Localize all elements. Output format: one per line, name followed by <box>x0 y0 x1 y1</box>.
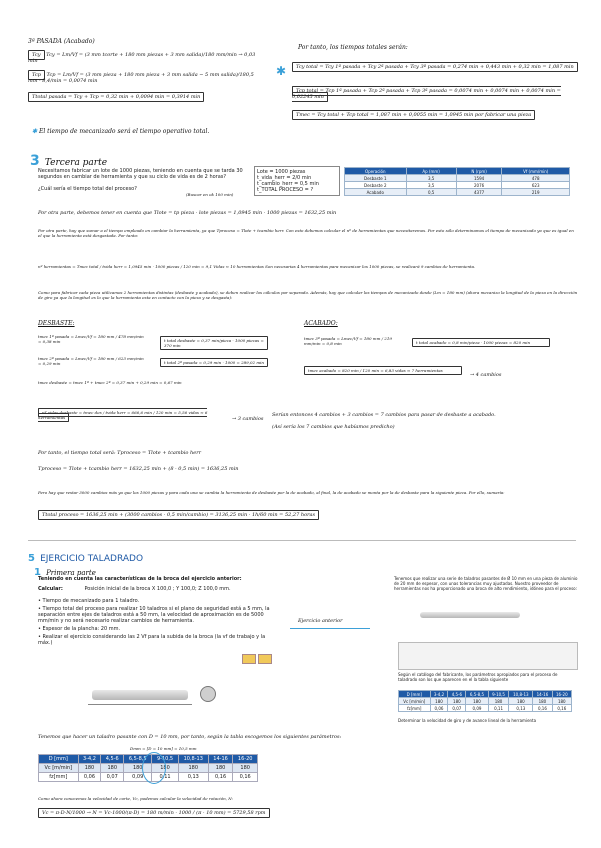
tool-chip-icon <box>258 654 272 664</box>
table-cell: 0,13 <box>178 773 208 782</box>
table-cell: 0,16 <box>533 705 552 712</box>
table-header-cell: 9-10,5 <box>488 691 509 698</box>
table-cell: 180 <box>101 764 124 773</box>
table-cell: 478 <box>502 175 570 182</box>
drill-right-caption: Según el catálogo del fabricante, los parámetros apropiados para el proceso de taladrado son los que aparecen en el la tabla siguiente <box>398 672 558 682</box>
table-cell: 0,09 <box>466 705 488 712</box>
totals-eq3 <box>292 112 582 118</box>
pass3-eq1-text: Tcy = Lm/Vf = (3 mm tcorte + 180 mm piezas + 3 mm salida)/180 mm/min → 0,03 min <box>28 52 256 64</box>
desbaste-eq4-text: nº vidas desbaste = tmec des / tvida herr = 666,6 min / 120 min = 5,56 vidas ≈ 6 herramientas <box>38 410 208 420</box>
table-row <box>345 189 570 196</box>
pass3-eq2-text: Tcp = Lm/Vf = (3 mm pieza + 180 mm pieza + 3 mm salida − 5 mm salida)/180,5 mm · 8,4/min = 0,0074 min <box>28 72 254 84</box>
totals-eq1-text: Tcy total = Tcy 1ª pasada + Tcy 2ª pasada + Tcy 3ª pasada = 0,274 min + 0,443 min + 0,32 min = 1,087 min <box>292 62 578 72</box>
table-cell: 180 <box>152 764 178 773</box>
totals-intro: Por tanto, los tiempos totales serán: <box>298 44 408 51</box>
tool-chip-icon <box>242 654 256 664</box>
table-cell: 0,06 <box>78 773 101 782</box>
drill-calc <box>38 586 278 592</box>
section3-summary2: (Así sería los 7 cambios que habíamos predicho) <box>272 424 395 430</box>
table-cell: 0,5 <box>406 189 456 196</box>
desbaste-eq3: tmec desbaste = tmec 1ª + tmec 2ª = 0,37 min + 0,29 min = 0,67 min <box>38 380 182 385</box>
star-icon: ✱ <box>32 128 38 135</box>
previous-exercise-label: Ejercicio anterior <box>298 618 343 624</box>
table-cell: fz[mm] <box>39 773 79 782</box>
drill-calc-label: Calcular: <box>38 586 63 592</box>
drill-handwritten1: Tenemos que hacer un taladro pasante con D = 10 mm, por tanto, según la tabla escogemos los siguientes parámetros: <box>38 734 342 740</box>
table-cell: 0,16 <box>552 705 571 712</box>
section3-total3-text: Ttotal proceso = 1636,25 min + (3000 cambios · 0,5 min/cambio) = 3136,25 min · 1h/60 min = 52,27 horas <box>38 510 319 520</box>
section3-line1: Por otra parte, debemos tener en cuenta que Tlote = tp pieza · lote piezas = 1,0945 min · 1000 piezas = 1632,25 min <box>38 210 337 216</box>
table-header-cell: 4,5-6 <box>448 691 466 698</box>
table-header-cell: 14-16 <box>208 755 233 764</box>
section-divider <box>28 540 576 541</box>
table-cell: Vc [m/min] <box>39 764 79 773</box>
table-cell: 180 <box>533 698 552 705</box>
drill-bullet: • Tiempo de mecanizado para 1 taladro. <box>38 598 140 604</box>
table-cell: Desbaste 1 <box>345 175 407 182</box>
table-cell: 0,13 <box>509 705 533 712</box>
drill-bullet: • Tiempo total del proceso para realizar 10 taladros si el plano de seguridad está a 5 mm, la separación entre ejes de taladros está a 50 mm, la velocidad de aproximación es de 5000 mm/min y no será necesario realizar cambios de herramienta. <box>38 606 270 624</box>
acabado-eq1: tmec 3ª pasada = Lmec/Vf = 180 mm / 219 mm/min = 0,8 min <box>304 336 392 346</box>
table-header-cell: D [mm] <box>39 755 79 764</box>
section3-total2: Tproceso = Tlote + tcambio herr = 1632,25 min + (8 · 0,5 min) = 1636,25 min <box>38 466 239 472</box>
catalog-table <box>398 690 572 712</box>
drill-bullets <box>38 598 278 646</box>
acabado-label: ACABADO: <box>304 320 338 327</box>
section3-header <box>30 150 107 169</box>
table-cell: 180 <box>509 698 533 705</box>
desbaste-total1: t total desbaste = 0,37 min/pieza · 1000 piezas = 370 min <box>160 336 268 350</box>
highlight-circle <box>142 752 166 784</box>
table-cell: 0,06 <box>430 705 448 712</box>
drill-intro: Teniendo en cuenta las características de la broca del ejercicio anterior: <box>38 576 242 582</box>
table-cell: 180 <box>208 764 233 773</box>
table-header-row <box>399 691 572 698</box>
section3-summary: Serían entonces 4 cambios + 3 cambios = 7 cambios para pasar de desbaste a acabado. <box>272 412 496 418</box>
desbaste-eq1: tmec 1ª pasada = Lmec/Vf = 180 mm / 478 mm/min = 0,38 min <box>38 334 144 344</box>
table-header-cell: 10,8-13 <box>509 691 533 698</box>
drill-bullet: • Realizar el ejercicio considerando las 2 Vf para la subida de la broca (la vf de trabajo y la máx.) <box>38 634 266 646</box>
table-cell: 0,07 <box>101 773 124 782</box>
catalog-image <box>398 642 578 670</box>
table-cell: 0,07 <box>448 705 466 712</box>
table-cell: 0,16 <box>233 773 258 782</box>
table-cell: Vc [m/min] <box>399 698 431 705</box>
table-header-cell: 9-10,5 <box>152 755 178 764</box>
table-header-row <box>345 168 570 175</box>
desbaste-total2: t total 2ª pasada = 0,29 min · 1000 = 289,02 min <box>160 358 268 367</box>
drill-handwritten2b <box>38 810 288 816</box>
table-cell: Desbaste 2 <box>345 182 407 189</box>
table-cell: 180 <box>124 764 152 773</box>
desbaste-eq2: tmec 2ª pasada = Lmec/Vf = 180 mm / 623 mm/min = 0,29 min <box>38 356 144 366</box>
table-header-cell: 3-4,2 <box>78 755 101 764</box>
table-cell: 180 <box>78 764 101 773</box>
drill-calc-text: Posición inicial de la broca X 100,0 ; Y 100,0; Z 100,0 mm. <box>84 586 231 592</box>
table-cell: 180 <box>448 698 466 705</box>
given-total: t_TOTAL PROCESO = ? <box>257 187 314 193</box>
pass3-eq2: Tcp Tcp = Lm/Vf = (3 mm pieza + 180 mm pieza + 3 mm salida − 5 mm salida)/180,5 mm · 8,4/min = 0,0074 min <box>28 72 254 84</box>
pass3-eq1: Tcy Tcy = Lm/Vf = (3 mm tcorte + 180 mm piezas + 3 mm salida)/180 mm/min → 0,03 min <box>28 52 256 64</box>
table-row <box>399 698 572 705</box>
table-cell: 4377 <box>456 189 502 196</box>
totals-eq2-text: Tcp total = Tcp 1ª pasada + Tcp 2ª pasada + Tcp 3ª pasada = 0,0074 min + 0,0074 min + 0,0074 min = 0,02245 min <box>292 88 561 100</box>
table-cell: 219 <box>502 189 570 196</box>
acabado-eq2: tmec acabado = 820 min / 120 min = 6,83 vidas ≈ 7 herramientas <box>304 366 462 375</box>
star-icon: ✱ <box>276 64 287 78</box>
table-cell: 180 <box>488 698 509 705</box>
table-cell: 3,5 <box>406 182 456 189</box>
pass3-eq3 <box>28 94 263 100</box>
table-row <box>345 182 570 189</box>
drill-right-text: Tenemos que realizar una serie de taladros pasantes de Ø 10 mm en una pieza de aluminio de 20 mm de espesor, con unas tolerancias muy ajustadas. Nuestro proveedor de herramientas nos ha proporcionado una broca de alto rendimiento, idóneo para el proceso: <box>394 576 578 591</box>
given-vida: t_vida_herr = 2/0 min <box>257 175 312 181</box>
table-cell: 2076 <box>456 182 502 189</box>
section3-line3: nº herramientas = Tmec total / tvida herr = 1,0945 min · 1000 piezas / 120 min = 9,1 Vidas ≈ 10 herramientas Son necesarias 4 herramientas para mecanizar los 1000 piezas, se realizará 9 cambios de herramienta. <box>38 264 476 269</box>
drill-photo <box>420 612 520 618</box>
totals-eq1 <box>292 64 582 70</box>
totals-eq3-text: Tmec = Tcy total + Tcp total = 1,087 min + 0,0055 min = 1,0945 min por fabricar una pieza <box>292 110 535 120</box>
table-header-cell: 16-20 <box>233 755 258 764</box>
pass3-eq3-text: Ttotal pasada = Tcy + Tcp = 0,32 min + 0,0094 min = 0,3914 min <box>28 92 204 102</box>
section3-total3 <box>38 512 338 518</box>
table-cell: Acabado <box>345 189 407 196</box>
acabado-total1: t total acabado = 0,8 min/pieza · 1000 piezas = 820 min <box>412 338 550 347</box>
drill-handwritten2: Como ahora conocemos la velocidad de corte, Vc, podemos calcular la velocidad de rotación, N: <box>38 796 233 801</box>
table-header-cell: Ap (mm) <box>406 168 456 175</box>
table-header-cell: 6,5-8,5 <box>124 755 152 764</box>
given-cambio: t_cambio_herr = 0,5 min <box>257 181 319 187</box>
arrow-icon <box>290 628 370 629</box>
section3-line4: Como para fabricar cada pieza utilizamos 2 herramientas distintas (desbaste y acabado), se deben realizar los cálculos por separado. Además, hay que calcular los tiempos de mecanizado desde (Lm = 180 mm) (ahora mecanizo la longitud de la pieza en la dirección de giro ya que la longitud es lo que la herramienta esta en contacto con la pieza y se desgasta): <box>38 290 578 300</box>
table-header-cell: N (rpm) <box>456 168 502 175</box>
section3-note: (Buscar en ok 100 min) <box>186 192 234 197</box>
table-cell: 0,11 <box>488 705 509 712</box>
pass3-note <box>32 128 209 135</box>
table-row <box>345 175 570 182</box>
table-cell: 180 <box>552 698 571 705</box>
pass3-heading: 3ª PASADA (Acabado) <box>28 38 95 45</box>
section3-question: ¿Cuál sería el tiempo total del proceso? <box>38 186 137 192</box>
drill-end-view <box>200 686 216 702</box>
section3-statement: Necesitamos fabricar un lote de 1000 piezas, teniendo en cuenta que se tarda 30 segundos en cambiar de herramienta y que su ciclo de vida es de 2 horas? <box>38 168 243 180</box>
acabado-result: → 4 cambios <box>470 372 502 378</box>
section3-total1: Por tanto, el tiempo total será: Tproceso = Tlote + tcambio herr <box>38 450 201 456</box>
table-header-cell: 10,8-13 <box>178 755 208 764</box>
section3-number: 3 <box>30 153 40 169</box>
drill-part-number: 1 <box>34 567 41 578</box>
table-cell: 623 <box>502 182 570 189</box>
table-header-cell: 3-4,2 <box>430 691 448 698</box>
table-cell: 0,11 <box>152 773 178 782</box>
table-cell: 1594 <box>456 175 502 182</box>
table-header-cell: 6,5-8,5 <box>466 691 488 698</box>
drill-section-number: 5 <box>28 553 35 564</box>
table-header-cell: D [mm] <box>399 691 431 698</box>
table-header-cell: 16-20 <box>552 691 571 698</box>
desbaste-label: DESBASTE: <box>38 320 75 327</box>
given-lote: Lote = 1000 piezas <box>257 169 306 175</box>
table-cell: 180 <box>178 764 208 773</box>
desbaste-result: → 3 cambios <box>232 416 264 422</box>
table-cell: 3,5 <box>406 175 456 182</box>
table-cell: 0,16 <box>208 773 233 782</box>
dimension-line <box>88 704 192 705</box>
table-cell: 180 <box>233 764 258 773</box>
pass3-note-text: El tiempo de mecanizado será el tiempo operativo total. <box>38 128 210 135</box>
table-row <box>399 705 572 712</box>
table-header-cell: Vf (mm/min) <box>502 168 570 175</box>
drill-handwritten1b: Dmm = [D = 10 mm] = 10,5 mm <box>130 746 197 751</box>
table-header-cell: 14-16 <box>533 691 552 698</box>
drill-handwritten2b-text: Vc = π·D·N/1000 → N = Vc·1000/(π·D) = 180 m/min · 1000 / (π · 10 mm) = 5729,58 rpm <box>38 808 270 818</box>
section3-line5: Pero hay que restar 3000 cambios más ya que los 1000 piezas y para cada una se cambia la herramienta de desbaste por la de acabado, al final, la de acabado se monta por la de desbaste para la siguiente pieza. Por ello, sumaría: <box>38 490 505 495</box>
drill-section-title: EJERCICIO TALADRADO <box>40 554 144 564</box>
section3-line2: Por otra parte, hay que sumar a el tiempo empleado en cambiar la herramienta, ya que Tproceso = Tlote + tcambio herr. Con esto debemos calcular el nº de herramientas que necesitaremos. Por esto sólo determinamos el tiempo de mecanizado ya que es igual en el que la herramienta está desgastada. Por tanto: <box>38 228 574 238</box>
drill-right-task: Determinar la velocidad de giro y de avance lineal de la herramienta <box>398 718 537 723</box>
givens-box <box>254 166 340 196</box>
section3-title: Tercera parte <box>44 158 108 168</box>
totals-eq2 <box>292 88 582 100</box>
drill-bit-image <box>92 690 188 700</box>
drill-part-title: Primera parte <box>46 569 96 577</box>
table-cell: 180 <box>466 698 488 705</box>
operations-table <box>344 167 570 196</box>
table-cell: 0,09 <box>124 773 152 782</box>
desbaste-eq4 <box>38 410 228 420</box>
table-cell: 180 <box>430 698 448 705</box>
table-header-cell: Operación <box>345 168 407 175</box>
table-cell: fz[mm] <box>399 705 431 712</box>
drill-bullet: • Espesor de la plancha: 20 mm. <box>38 626 121 632</box>
table-header-cell: 4,5-6 <box>101 755 124 764</box>
